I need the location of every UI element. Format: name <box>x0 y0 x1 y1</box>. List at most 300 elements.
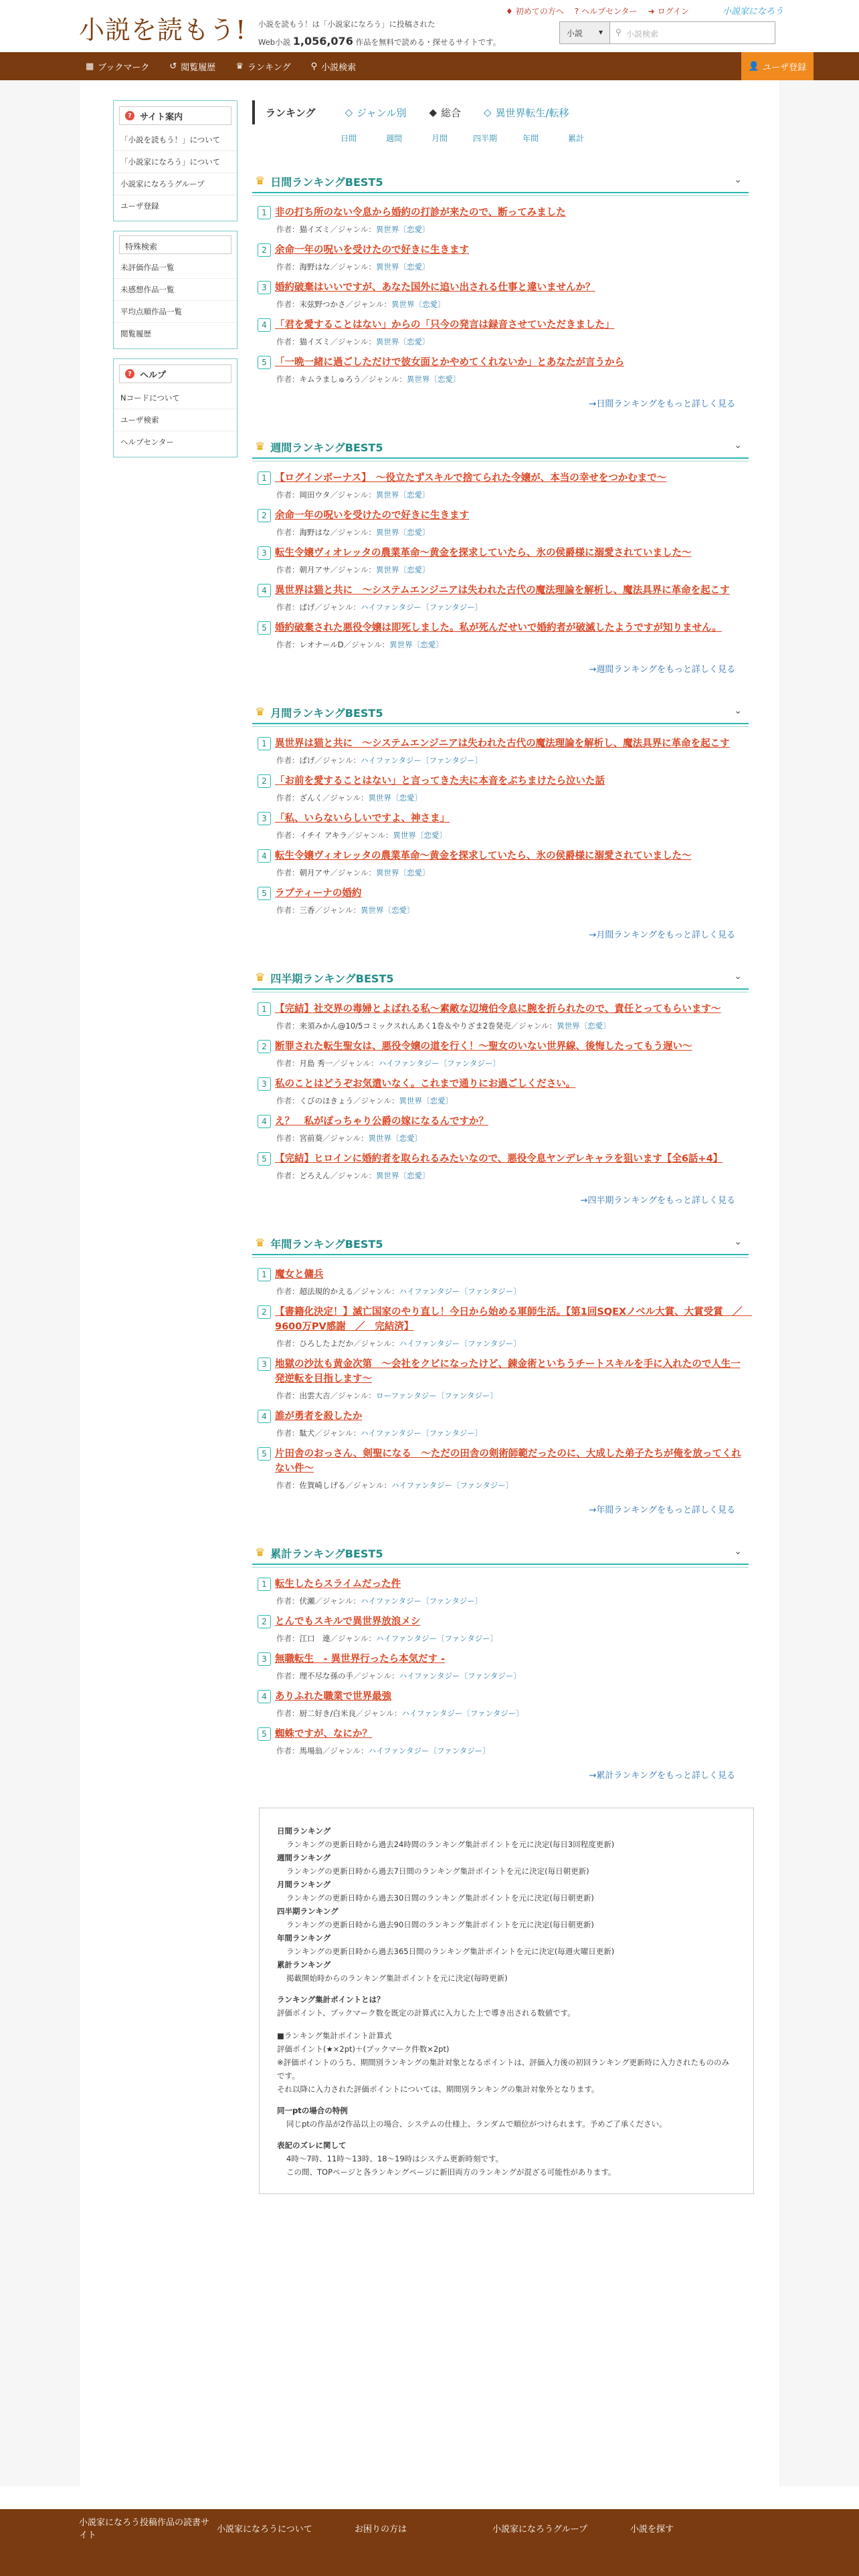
novel-title-link[interactable]: 【完結】ヒロインに婚約者を取られるみたいなので、悪役令息ヤンデレキャラを狙います【全6話+4】 <box>275 1154 723 1164</box>
novel-meta <box>276 867 749 878</box>
tagline-prefix: Web小説 <box>258 37 291 47</box>
nav-ranking[interactable]: ♛ ランキング <box>235 61 291 73</box>
chevron-down-icon[interactable]: ⌄ <box>734 706 742 716</box>
ranking-item-line <box>258 355 749 370</box>
novel-title-link[interactable]: ありふれた職業で世界最強 <box>275 1691 391 1702</box>
author-name[interactable]: 宮前葵 <box>299 1134 322 1143</box>
novel-title-link[interactable]: 婚約破棄された悪役令嬢は即死しました。私が死んだせいで婚約者が破滅したようですが知りません。 <box>275 623 722 633</box>
note-title: 日間ランキング <box>277 1826 331 1836</box>
sidebar-link-group[interactable]: 小説家になろうグループ <box>114 173 237 195</box>
genre-name[interactable]: ハイファンタジー〔ファンタジー〕 <box>399 1287 521 1296</box>
ranking-section-header[interactable] <box>252 702 749 724</box>
genre-name[interactable]: 異世界〔恋愛〕 <box>375 337 430 346</box>
ranking-item <box>258 546 749 575</box>
ranking-item-line <box>258 1152 749 1166</box>
ranking-sections <box>252 171 753 1781</box>
section-divider <box>252 459 749 461</box>
note-title: 累計ランキング <box>277 1960 331 1969</box>
ranking-section-title: 年間ランキングBEST5 <box>270 1237 383 1251</box>
ranking-section-header[interactable] <box>252 1542 749 1565</box>
genre-label: ／ジャンル： <box>314 1596 361 1606</box>
rank-number: 2 <box>258 1040 271 1053</box>
genre-name[interactable]: 異世界〔恋愛〕 <box>375 262 430 272</box>
author-name[interactable]: 佐賀崎しげる <box>299 1481 346 1490</box>
period-tab-weekly[interactable]: 週間 <box>385 134 402 143</box>
tab-isekai[interactable]: ◇ 異世界転生/転移 <box>484 106 569 119</box>
sidebar-link-user-search[interactable]: ユーザ検索 <box>114 409 237 431</box>
author-name[interactable]: ぱげ <box>299 603 315 612</box>
section-divider <box>252 724 749 727</box>
author-name[interactable]: 伏瀬 <box>299 1596 315 1606</box>
genre-label: ／ジャンル： <box>330 1634 376 1643</box>
more-ranking-link[interactable]: →日間ランキングをもっと詳しく見る <box>589 399 735 409</box>
rank-number: 3 <box>258 1358 271 1371</box>
novel-meta <box>276 602 749 613</box>
novel-meta <box>276 564 749 575</box>
register-button[interactable]: 👤 ユーザ登録 <box>741 52 814 80</box>
author-label: 作者： <box>276 1634 300 1643</box>
more-ranking-link[interactable]: →累計ランキングをもっと詳しく見る <box>589 1771 735 1781</box>
formula: 評価ポイント(★×2pt)＋(ブックマーク件数×2pt) <box>277 2044 450 2054</box>
ranking-item <box>258 1727 749 1756</box>
rank-number: 2 <box>258 243 271 257</box>
search-icon: ⚲ <box>615 27 622 37</box>
author-label: 作者： <box>276 1096 300 1105</box>
ranking-item <box>258 1114 749 1144</box>
nav-history[interactable]: ↺ 閲覧履歴 <box>169 61 216 73</box>
sidebar <box>113 100 237 467</box>
sidebar-link-ncode[interactable]: Nコードについて <box>120 393 180 403</box>
novel-title-link[interactable]: 「君を愛することはない」からの「只今の発言は録音させていただきました」 <box>275 320 615 330</box>
rank-number: 2 <box>258 774 271 788</box>
ranking-item <box>258 1002 749 1031</box>
author-name[interactable]: ひろしたよだか <box>299 1339 353 1348</box>
novel-title-link[interactable]: 無職転生 - 異世界行ったら本気だす - <box>275 1654 446 1665</box>
note-title: 四半期ランキング <box>277 1907 339 1916</box>
narou-brand-link[interactable]: 小説家になろう <box>723 7 784 17</box>
site-header <box>0 0 859 52</box>
footer-item-about-site[interactable]: 小説家になろう投稿作品の読書サイト <box>79 2518 210 2541</box>
chevron-down-icon[interactable]: ⌄ <box>734 175 742 185</box>
novel-title-link[interactable]: 【書籍化決定！】滅亡国家のやり直し！今日から始める軍師生活。【第1回SQEXノベル大賞、大賞受賞 ／ 9600万PV感謝 ／ 完結済】 <box>275 1307 753 1332</box>
genre-label: ／ジャンル： <box>330 565 376 574</box>
footer-item-group[interactable]: 小説家になろうグループ <box>492 2524 587 2535</box>
beginner-link[interactable]: ♦ 初めての方へ <box>506 6 564 16</box>
genre-label: ／ジャンル： <box>345 300 391 309</box>
genre-name[interactable]: ハイファンタジー〔ファンタジー〕 <box>360 1596 483 1606</box>
sidebar-link-about-yomou[interactable]: 「小説を読もう！」について <box>120 135 221 144</box>
ranking-section-title: 累計ランキングBEST5 <box>270 1547 383 1560</box>
ranking-item-line <box>258 1039 749 1054</box>
ranking-item <box>258 583 749 613</box>
author-label: 作者： <box>276 1171 300 1180</box>
note-body: 掲載開始時からのランキング集計ポイントを元に決定(毎時更新) <box>286 1973 508 1983</box>
ranking-item-line <box>258 1077 749 1091</box>
novel-title-link[interactable]: 【完結】社交界の毒婦とよばれる私～素敵な辺境伯令息に腕を折られたので、責任とってもらいます～ <box>275 1004 721 1014</box>
diamond-filled-icon: ◆ <box>429 106 437 118</box>
novel-title-link[interactable]: 異世界は猫と共に ～システムエンジニアは失われた古代の魔法理論を解析し、魔法具界に革命を起こす <box>275 585 730 596</box>
period-tab-daily[interactable]: 日間 <box>340 134 357 143</box>
genre-name[interactable]: 異世界〔恋愛〕 <box>557 1021 611 1031</box>
footer-bar <box>0 2509 859 2547</box>
novel-title-link[interactable]: 断罪された転生聖女は、悪役令嬢の道を行く！～聖女のいない世界線、後悔したってもう遅い～ <box>275 1041 692 1052</box>
ranking-item-line <box>258 1305 753 1334</box>
novel-title-link[interactable]: 異世界は猫と共に ～システムエンジニアは失われた古代の魔法理論を解析し、魔法具界に革命を起こす <box>275 738 730 749</box>
site-logo[interactable]: 小説を読もう! <box>79 15 247 45</box>
novel-meta <box>276 261 749 272</box>
genre-name[interactable]: 異世界〔恋愛〕 <box>389 640 444 649</box>
novel-title-link[interactable]: 非の打ち所のない令息から婚約の打診が来たので、断ってみました <box>275 207 566 218</box>
site-guide-title: ? サイト案内 <box>119 106 231 125</box>
ranking-item <box>258 849 749 878</box>
tab-overall[interactable]: ◆ 総合 <box>429 106 461 119</box>
sidebar-link-no-review[interactable]: 未感想作品一覧 <box>114 278 237 300</box>
ranking-item <box>258 1305 753 1349</box>
novel-title-link[interactable]: 魔女と傭兵 <box>275 1269 324 1280</box>
period-tab-yearly[interactable]: 年間 <box>522 134 539 143</box>
genre-label: ／ジャンル： <box>345 1481 391 1490</box>
lag-body1: 4時～7時、11時～13時、18～19時はシステム更新時刻です。 <box>286 2154 504 2163</box>
rank-number: 1 <box>258 206 271 219</box>
note-body: ランキングの更新日時から過去7日間のランキング集計ポイントを元に決定(毎日朝更新) <box>286 1866 589 1876</box>
rank-number: 4 <box>258 849 271 863</box>
novel-meta <box>276 1428 749 1438</box>
genre-name[interactable]: 異世界〔恋愛〕 <box>406 374 461 384</box>
author-label: 作者： <box>276 831 300 840</box>
genre-label: ／ジャンル： <box>353 1671 399 1681</box>
ranking-section-header[interactable] <box>252 436 749 459</box>
chevron-down-icon[interactable]: ⌄ <box>734 440 742 451</box>
author-name[interactable]: 超法規的かえる <box>299 1287 353 1296</box>
author-label: 作者： <box>276 1481 300 1490</box>
ranking-item-line <box>258 205 749 220</box>
ranking-section-title: 週間ランキングBEST5 <box>270 441 383 454</box>
novel-title-link[interactable]: 【ログインボーナス】 ～役立たずスキルで捨てられた令嬢が、本当の幸せをつかむまで～ <box>275 473 667 484</box>
novel-title-link[interactable]: とんでもスキルで異世界放浪メシ <box>275 1616 421 1627</box>
search-bar <box>559 21 775 44</box>
novel-title-link[interactable]: 「私、いらないらしいですよ、神さま」 <box>275 813 450 824</box>
novel-meta <box>276 1745 749 1756</box>
author-label: 作者： <box>276 300 300 309</box>
history-icon: ↺ <box>169 61 177 72</box>
ranking-item-line <box>258 849 749 863</box>
note-body: ランキングの更新日時から過去24時間のランキング集計ポイントを元に決定(毎日3回程度更新) <box>286 1840 615 1849</box>
ranking-notes <box>259 1808 754 2194</box>
footer-item-search[interactable]: 小説を探す <box>630 2524 674 2535</box>
ranking-item-line <box>258 1002 749 1016</box>
genre-name[interactable]: ハイファンタジー〔ファンタジー〕 <box>360 756 483 765</box>
author-label: 作者： <box>276 565 300 574</box>
ranking-item-line <box>258 1409 749 1424</box>
author-label: 作者： <box>276 1391 300 1400</box>
rank-number: 4 <box>258 1410 271 1423</box>
genre-label: ／ジャンル： <box>314 905 361 915</box>
user-icon: 👤 <box>748 61 760 72</box>
genre-name[interactable]: 異世界〔恋愛〕 <box>375 1171 430 1180</box>
author-label: 作者： <box>276 490 300 500</box>
author-name[interactable]: ざんく <box>299 793 322 802</box>
ranking-section <box>252 1232 753 1515</box>
rank-number: 3 <box>258 546 271 560</box>
genre-name[interactable]: 異世界〔恋愛〕 <box>368 1134 422 1143</box>
novel-title-link[interactable]: 地獄の沙汰も黄金次第 ～会社をクビになったけど、錬金術といちうチートスキルを手に入れたので人生一発逆転を目指します～ <box>275 1359 741 1384</box>
nav-search[interactable]: ⚲ 小説検索 <box>310 61 357 73</box>
novel-meta <box>276 1596 749 1606</box>
tie-body: 同じptの作品が2作品以上の場合、システムの仕様上、ランダムで順位がつけられます。予めご了承ください。 <box>286 2119 667 2129</box>
ranking-page-title: ランキング <box>266 106 316 119</box>
author-name[interactable]: 朝月アサ <box>299 868 330 877</box>
genre-name[interactable]: ローファンタジー〔ファンタジー〕 <box>375 1391 498 1400</box>
author-label: 作者： <box>276 603 300 612</box>
ranking-section <box>252 967 749 1206</box>
genre-name[interactable]: 異世界〔恋愛〕 <box>399 1096 453 1105</box>
chevron-down-icon[interactable]: ⌄ <box>734 1237 742 1247</box>
chevron-down-icon: ▾ <box>598 27 603 37</box>
novel-title-link[interactable]: 「一晩一緒に過ごしただけで彼女面とかやめてくれないか」とあなたが言うから <box>275 357 624 368</box>
note-title: 月間ランキング <box>277 1880 331 1889</box>
ranking-item-line <box>258 774 749 788</box>
genre-name[interactable]: 異世界〔恋愛〕 <box>391 300 446 309</box>
novel-meta <box>276 1286 749 1297</box>
crown-icon: ♛ <box>255 971 266 984</box>
genre-label: ／ジャンル： <box>314 603 361 612</box>
author-name[interactable]: ぱげ <box>299 756 315 765</box>
note-entry <box>277 1851 736 1878</box>
period-tab-total[interactable]: 累計 <box>567 134 584 143</box>
genre-name[interactable]: 異世界〔恋愛〕 <box>375 528 430 537</box>
author-name[interactable]: 来須みかん@10/5コミックスれんあく1巻＆やりざま2巻発売 <box>299 1021 511 1031</box>
search-type-select[interactable]: 小説 ▾ <box>559 21 610 44</box>
search-placeholder: 小説検索 <box>626 29 659 39</box>
genre-name[interactable]: ハイファンタジー〔ファンタジー〕 <box>401 1709 524 1718</box>
ranking-item-line <box>258 243 749 257</box>
author-name[interactable]: 駄犬 <box>299 1428 315 1438</box>
note-entry <box>277 1958 736 1985</box>
author-name[interactable]: 末弦野つかさ <box>299 300 346 309</box>
search-input[interactable] <box>610 21 775 44</box>
more-ranking-link[interactable]: →年間ランキングをもっと詳しく見る <box>589 1505 735 1515</box>
novel-meta <box>276 490 749 500</box>
author-label: 作者： <box>276 1746 300 1755</box>
page-background-left <box>0 80 79 2486</box>
ranking-section-header[interactable] <box>252 171 749 193</box>
formula-note1: ※評価ポイントのうち、期間別ランキングの集計対象となるポイントは、評価入力後の初回ランキング更新時に入力されたもののみです。 <box>277 2058 729 2080</box>
author-name[interactable]: 海野はな <box>299 262 330 272</box>
novel-meta <box>276 224 749 235</box>
sidebar-link-history[interactable]: 閲覧履歴 <box>114 322 237 344</box>
section-divider <box>252 1255 749 1258</box>
genre-name[interactable]: ハイファンタジー〔ファンタジー〕 <box>399 1339 521 1348</box>
novel-title-link[interactable]: ラプティーナの婚約 <box>275 888 362 899</box>
author-name[interactable]: キムラましゅろう <box>299 374 361 384</box>
more-ranking-link[interactable]: →月間ランキングをもっと詳しく見る <box>589 930 735 940</box>
ranking-section <box>252 171 749 409</box>
novel-meta <box>276 1021 749 1031</box>
author-label: 作者： <box>276 374 300 384</box>
novel-title-link[interactable]: 転生令嬢ヴィオレッタの農業革命～黄金を探求していたら、氷の侯爵様に溺愛されていました～ <box>275 851 692 861</box>
genre-label: ／ジャンル： <box>330 262 376 272</box>
author-name[interactable]: 月島 秀一 <box>299 1059 333 1068</box>
author-name[interactable]: 猫イズミ <box>299 225 330 234</box>
ranking-item <box>258 1446 749 1491</box>
author-label: 作者： <box>276 225 300 234</box>
genre-name[interactable]: ハイファンタジー〔ファンタジー〕 <box>391 1481 514 1490</box>
login-link[interactable]: ➜ ログイン <box>648 6 690 16</box>
chevron-down-icon[interactable]: ⌄ <box>734 1546 742 1557</box>
nav-bookmark[interactable]: ▦ ブックマーク <box>86 61 150 73</box>
rank-number: 2 <box>258 1615 271 1628</box>
genre-name[interactable]: 異世界〔恋愛〕 <box>375 868 430 877</box>
author-label: 作者： <box>276 1339 300 1348</box>
rank-number: 5 <box>258 1447 271 1461</box>
crown-icon: ♛ <box>255 175 266 188</box>
more-ranking-link[interactable]: →週間ランキングをもっと詳しく見る <box>589 665 735 675</box>
ranking-section-header[interactable] <box>252 967 749 990</box>
genre-name[interactable]: 異世界〔恋愛〕 <box>375 565 430 574</box>
sidebar-link-about-narou[interactable]: 「小説家になろう」について <box>114 150 237 173</box>
novel-title-link[interactable]: え？ 私がぽっちゃり公爵の嫁になるんですか？ <box>275 1116 488 1127</box>
question-icon: ? <box>125 111 134 120</box>
novel-title-link[interactable]: 転生令嬢ヴィオレッタの農業革命～黄金を探求していたら、氷の侯爵様に溺愛されていました～ <box>275 548 692 558</box>
genre-name[interactable]: 異世界〔恋愛〕 <box>368 793 422 802</box>
ranking-item-line <box>258 1577 749 1592</box>
genre-name[interactable]: ハイファンタジー〔ファンタジー〕 <box>399 1671 521 1681</box>
period-tabs <box>326 132 749 144</box>
genre-name[interactable]: ハイファンタジー〔ファンタジー〕 <box>368 1746 490 1755</box>
rank-number: 3 <box>258 281 271 294</box>
novel-title-link[interactable]: 蜘蛛ですが、なにか？ <box>275 1729 372 1739</box>
novel-title-link[interactable]: 婚約破棄はいいですが、あなた国外に追い出される仕事と違いませんか？ <box>275 282 595 293</box>
site-guide-box <box>113 100 237 221</box>
help-box <box>113 358 237 457</box>
tab-genre[interactable]: ◇ ジャンル別 <box>345 106 407 119</box>
novel-title-link[interactable]: 誰が勇者を殺したか <box>275 1411 363 1422</box>
genre-name[interactable]: 異世界〔恋愛〕 <box>360 905 415 915</box>
novel-title-link[interactable]: 私のことはどうぞお気遣いなく。これまで通りにお過ごしください。 <box>275 1079 576 1089</box>
genre-label: ／ジャンル： <box>361 374 407 384</box>
ranking-item <box>258 205 749 235</box>
author-name[interactable]: 岡田ウタ <box>299 490 330 500</box>
author-name[interactable]: 猫イズミ <box>299 337 330 346</box>
novel-meta <box>276 527 749 538</box>
page-background-right <box>780 80 859 2486</box>
genre-name[interactable]: ハイファンタジー〔ファンタジー〕 <box>375 1634 498 1643</box>
genre-label: ／ジャンル： <box>353 1339 399 1348</box>
author-name[interactable]: 朝月アサ <box>299 565 330 574</box>
author-name[interactable]: 理不尽な孫の手 <box>299 1671 353 1681</box>
footer-item-trouble[interactable]: お困りの方は <box>355 2524 407 2535</box>
genre-name[interactable]: ハイファンタジー〔ファンタジー〕 <box>360 1428 483 1438</box>
genre-name[interactable]: 異世界〔恋愛〕 <box>375 225 430 234</box>
novel-meta <box>276 1390 749 1401</box>
novel-title-link[interactable]: 片田舎のおっさん、剣聖になる ～ただの田舎の剣術師範だったのに、大成した弟子たちが俺を放ってくれない件～ <box>275 1448 741 1474</box>
rank-number: 5 <box>258 1152 271 1166</box>
rank-number: 4 <box>258 1690 271 1703</box>
note-body: ランキングの更新日時から過去365日間のランキング集計ポイントを元に決定(毎週火曜日更新) <box>286 1947 615 1956</box>
author-label: 作者： <box>276 905 300 915</box>
ranking-item-line <box>258 736 749 751</box>
more-ranking-link[interactable]: →四半期ランキングをもっと詳しく見る <box>580 1196 735 1206</box>
sidebar-link-help-center[interactable]: ヘルプセンター <box>114 431 237 453</box>
footer-item-about-narou[interactable]: 小説家になろうについて <box>217 2524 312 2535</box>
novel-meta <box>276 1708 749 1719</box>
novel-title-link[interactable]: 余命一年の呪いを受けたので好きに生きます <box>275 245 469 255</box>
ranking-item-line <box>258 621 749 635</box>
main-nav <box>0 52 859 80</box>
sidebar-link-average[interactable]: 平均点順作品一覧 <box>114 300 237 322</box>
genre-name[interactable]: 異世界〔恋愛〕 <box>393 831 447 840</box>
author-name[interactable]: くびのほきょう <box>299 1096 353 1105</box>
genre-name[interactable]: ハイファンタジー〔ファンタジー〕 <box>378 1059 500 1068</box>
author-label: 作者： <box>276 1134 300 1143</box>
chevron-down-icon[interactable]: ⌄ <box>734 971 742 982</box>
genre-label: ／ジャンル： <box>347 831 393 840</box>
tie-title: 同一ptの場合の特例 <box>277 2106 348 2115</box>
author-name[interactable]: 馬場翁 <box>299 1746 322 1755</box>
period-tab-quarterly[interactable]: 四半期 <box>472 134 497 143</box>
author-name[interactable]: 海野はな <box>299 528 330 537</box>
novel-meta <box>276 830 749 841</box>
novel-meta <box>276 1633 749 1644</box>
author-name[interactable]: 厨二好き/白米良 <box>299 1709 356 1718</box>
sidebar-link-unrated[interactable]: 未評価作品一覧 <box>120 263 175 272</box>
ranking-item-line <box>258 471 749 486</box>
note-entry <box>277 1931 736 1958</box>
novel-title-link[interactable]: 余命一年の呪いを受けたので好きに生きます <box>275 510 469 521</box>
ranking-item-line <box>258 1727 749 1741</box>
ranking-item <box>258 774 749 803</box>
ranking-section-header[interactable] <box>252 1232 749 1255</box>
site-tagline <box>258 16 500 51</box>
ranking-item-line <box>258 318 749 332</box>
diamond-outline-icon: ◇ <box>345 106 353 118</box>
author-name[interactable]: 三香 <box>299 905 315 915</box>
tagline-suffix: 作品を無料で読める・探せるサイトです。 <box>355 37 501 47</box>
genre-label: ／ジャンル： <box>353 1096 399 1105</box>
novel-meta <box>276 755 749 766</box>
genre-name[interactable]: 異世界〔恋愛〕 <box>375 490 430 500</box>
novel-title-link[interactable]: 転生したらスライムだった件 <box>275 1579 401 1590</box>
help-icon: ? <box>574 6 579 16</box>
ranking-item <box>258 243 749 272</box>
period-tab-monthly[interactable]: 月間 <box>431 134 448 143</box>
tagline-count: 1,056,076 <box>292 35 353 47</box>
note-title: 週間ランキング <box>277 1853 331 1862</box>
genre-label: ／ジャンル： <box>343 640 390 649</box>
author-name[interactable]: イチイ アキラ <box>299 831 347 840</box>
author-name[interactable]: 江口 連 <box>299 1634 330 1643</box>
note-entry <box>277 1824 736 1851</box>
author-name[interactable]: 出雲大吉 <box>299 1391 330 1400</box>
novel-meta <box>276 1058 749 1069</box>
crown-icon: ♛ <box>255 440 266 453</box>
genre-name[interactable]: ハイファンタジー〔ファンタジー〕 <box>360 603 483 612</box>
section-divider <box>252 990 749 992</box>
author-name[interactable]: どろえん <box>299 1171 330 1180</box>
help-title: ? ヘルプ <box>119 364 231 383</box>
ranking-item-line <box>258 1652 749 1667</box>
ranking-item <box>258 1357 749 1401</box>
genre-label: ／ジャンル： <box>314 756 361 765</box>
ranking-section <box>252 702 749 940</box>
crown-icon: ♛ <box>255 1237 266 1250</box>
author-name[interactable]: レオナールD <box>299 640 344 649</box>
sidebar-link-register[interactable]: ユーザ登録 <box>114 195 237 217</box>
help-center-link[interactable]: ? ヘルプセンター <box>574 6 638 16</box>
novel-title-link[interactable]: 「お前を愛することはない」と言ってきた夫に本音をぶちまけたら泣いた話 <box>275 776 605 786</box>
site-footer <box>0 2509 859 2576</box>
rank-number: 1 <box>258 1268 271 1281</box>
